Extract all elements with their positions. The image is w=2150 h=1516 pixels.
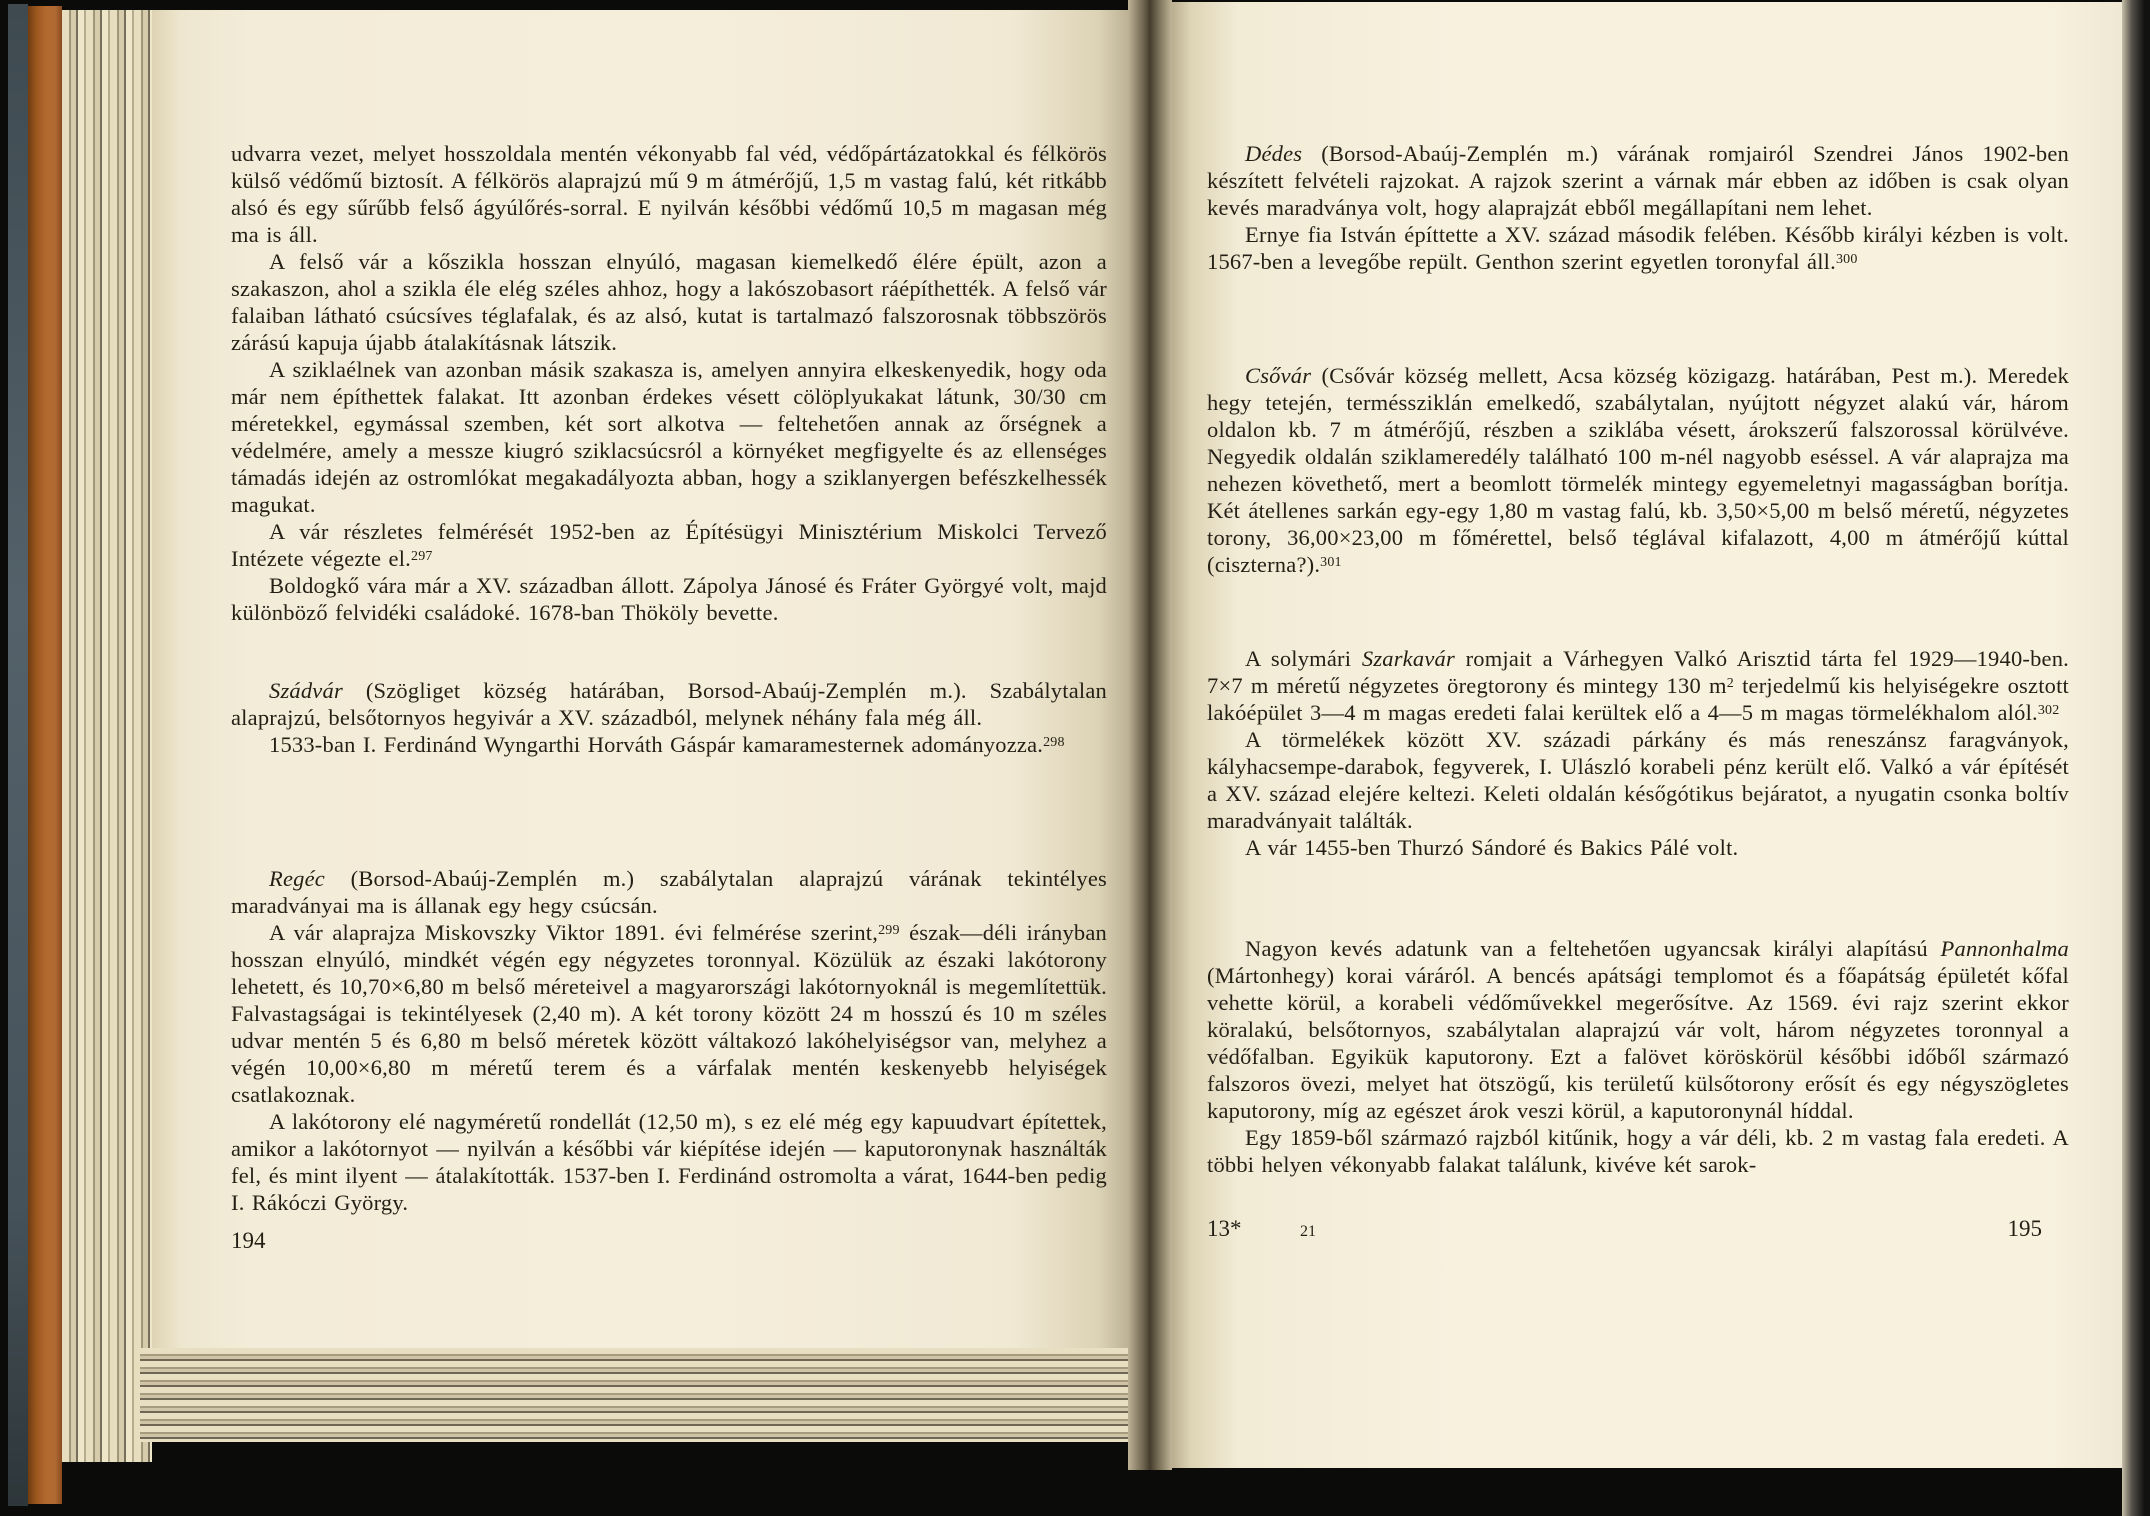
scanner-shadow-left	[8, 4, 28, 1506]
footnote-ref: 300	[1835, 251, 1858, 267]
text-run: Nagyon kevés adatunk van a feltehetően ugyancsak királyi alapítású	[1245, 936, 1941, 961]
text-run: (Szögliget község határában, Borsod-Abaúj-Zemplén m.). Szabálytalan alaprajzú, belsőtornyos hegyivár a XV. századból, melynek néhány fala még áll.	[231, 678, 1107, 730]
text-run: romjait a Várhegyen Valkó Arisztid tárta fel 1929—1940-ben. 7×7 m méretű négyzetes öregtorony és mintegy 130 m	[1207, 646, 2069, 698]
castle-name: Csővár	[1245, 363, 1312, 388]
paragraph	[231, 677, 1107, 731]
text-run: A vár 1455-ben Thurzó Sándoré és Bakics Pálé volt.	[1245, 835, 1739, 860]
castle-name: Szarkavár	[1361, 646, 1455, 671]
left-page-text	[231, 140, 1107, 1300]
book-gutter	[1128, 0, 1172, 1470]
footnote-ref: 301	[1320, 554, 1342, 570]
paragraph	[231, 731, 1107, 758]
paragraph	[1207, 935, 2069, 1124]
page-number-right: 195	[2007, 1216, 2042, 1241]
section-pannonhalma	[1207, 935, 2069, 1178]
text-run: A törmelékek között XV. századi párkány és más reneszánsz faragványok, kályhacsempe-darabok, fegyverek, I. Ulászló korabeli pénz került elő. Valkó a vár építését a XV. század elejére keltezi. Keleti oldalán későgótikus bejáratot, a nyugatin csonka boltív maradványait találták.	[1207, 727, 2069, 833]
paragraph	[231, 140, 1107, 248]
section-regec	[231, 865, 1107, 1216]
paragraph	[1207, 362, 2069, 578]
page-number-left: 194	[231, 1228, 266, 1253]
text-run: udvarra vezet, melyet hosszoldala mentén vékonyabb fal véd, védőpártázatokkal és félkörös külső védőmű biztosít. A félkörös alaprajzú mű 9 m átmérőjű, 1,5 m vastag falú, két ritkább alsó és egy sűrűbb felső ágyúlőrés-sorral. E nyilván későbbi védőmű 10,5 m magasan még ma is áll.	[231, 141, 1107, 247]
footnote-ref: 297	[411, 548, 433, 564]
paragraph	[1207, 645, 2069, 726]
text-run: A felső vár a kőszikla hosszan elnyúló, magasan kiemelkedő élére épült, azon a szakaszon, ahol a szikla éle elég széles ahhoz, hogy a lakószobasort ráépíthették. A felső vár falaiban látható csúcsíves téglafalak, és az alsó, kutat is tartalmazó falszorosnak többszörös zárású kapuja újabb átalakításnak látszik.	[231, 249, 1107, 355]
signature-mark: 13*	[1207, 1216, 1242, 1241]
paragraph	[231, 518, 1107, 572]
paragraph	[231, 919, 1107, 1108]
castle-name: Dédes	[1245, 141, 1303, 166]
section-szadvar	[231, 677, 1107, 758]
paragraph	[1207, 1124, 2069, 1178]
section-szarkavar	[1207, 645, 2069, 861]
paragraph	[231, 572, 1107, 626]
castle-name: Szádvár	[269, 678, 343, 703]
paragraph	[1207, 221, 2069, 275]
right-page-text	[1207, 140, 2069, 1300]
paragraph	[1207, 726, 2069, 834]
paragraph	[1207, 834, 2069, 861]
text-run: (Csővár község mellett, Acsa község közigazg. határában, Pest m.). Meredek hegy tetején, terméssziklán emelkedő, szabálytalan, nyújtott négyzet alakú vár, három oldalon kb. 7 m átmérőjű, részben a sziklába vésett, árokszerű falszorossal körülvéve. Negyedik oldalán sziklameredély található 100 m-nél nagyobb eséssel. A vár alaprajza ma nehezen követhető, mert a beomlott törmelék mintegy egyemeletnyi magasságban borítja. Két átellenes sarkán egy-egy 1,80 m vastag falú, kb. 3,50×5,00 m belső méretű, négyzetes torony, 36,00×23,00 m főmérettel, belső téglával kifalazott, 4,00 m átmérőjű kúttal (ciszterna?).	[1207, 363, 2069, 577]
text-run: (Borsod-Abaúj-Zemplén m.) szabálytalan alaprajzú várának tekintélyes maradványai ma is állanak egy hegy csúcsán.	[231, 866, 1107, 918]
scanner-shadow-right	[2122, 0, 2150, 1516]
castle-name: Pannonhalma	[1940, 936, 2069, 961]
text-run: Ernye fia István építtette a XV. század második felében. Később királyi kézben is volt. 1567-ben a levegőbe repült. Genthon szerint egyetlen toronyfal áll.	[1207, 222, 2069, 274]
text-run: (Mártonhegy) korai váráról. A bencés apátsági templomot és a főapátság épületét kőfal vehette körül, a korabeli védőművekkel megerősítve. Az 1569. évi rajz szerint ekkor köralakú, belsőtornyos, szabálytalan alaprajzú vár volt, három négyzetes toronnyal a védőfalban. Egyikük kaputorony. Ezt a falövet köröskörül későbbi időből származó falszoros övezi, melyet hat ötszögű, kis területű külsőtorony erősít és egy négyszögletes kaputorony, míg az egészet árok veszi körül, a kaputoronynál híddal.	[1207, 963, 2069, 1123]
text-run: (Borsod-Abaúj-Zemplén m.) várának romjairól Szendrei János 1902-ben készített felvételi rajzokat. A rajzok szerint a várnak már ebben az időben is csak olyan kevés maradványa volt, hogy alaprajzát ebből megállapítani nem lehet.	[1207, 141, 2069, 220]
text-run: A lakótorony elé nagyméretű rondellát (12,50 m), s ez elé még egy kapuudvart építettek, amikor a lakótornyot — nyilván a későbbi vár kiépítése idején — kaputoronynak használták fel, és mint ilyent — átalakították. 1537-ben I. Ferdinánd ostromolta a várat, 1644-ben pedig I. Rákóczi György.	[231, 1109, 1107, 1215]
page-edges-left	[62, 10, 152, 1462]
text-run: Egy 1859-ből származó rajzból kitűnik, hogy a vár déli, kb. 2 m vastag fala eredeti. A többi helyen vékonyabb falakat találunk, kivéve két sarok-	[1207, 1125, 2069, 1177]
text-run: terjedelmű kis helyiségekre osztott lakóépület 3—4 m magas eredeti falai kerültek elő a 4—5 m magas törmelékhalom alól.	[1207, 673, 2069, 725]
sheet-mark: 21	[1300, 1223, 1316, 1240]
text-run: A solymári	[1245, 646, 1362, 671]
text-run: 1533-ban I. Ferdinánd Wyngarthi Horváth Gáspár kamaramesternek adományozza.	[269, 732, 1044, 757]
footnote-ref: 2	[1726, 675, 1734, 691]
text-run: A sziklaélnek van azonban másik szakasza is, amelyen annyira elkeskenyedik, hogy oda már nem építhettek falakat. Itt azonban érdekes vésett cölöplyukakat látunk, 30/30 cm méretekkel, egymással szemben, két sort alkotva — feltehetően annak az őrségnek a védelmére, amely a messze kiugró sziklacsúcsról a környéket megfigyelte és az ellenséges támadás idején az ostromlókat megakadályozta abban, hogy a sziklanyergen befészkelhessék magukat.	[231, 357, 1107, 517]
footnote-ref: 298	[1043, 734, 1065, 750]
page-edges-bottom	[140, 1348, 1128, 1442]
footnote-ref: 299	[878, 922, 900, 938]
section-boldogko	[231, 140, 1107, 626]
text-run: Boldogkő vára már a XV. században állott. Zápolya Jánosé és Fráter Györgyé volt, majd különböző felvidéki családoké. 1678-ban Thököly bevette.	[231, 573, 1107, 625]
paragraph	[231, 356, 1107, 518]
paragraph	[231, 865, 1107, 919]
section-csovar	[1207, 362, 2069, 578]
text-run: A vár részletes felmérését 1952-ben az Építésügyi Minisztérium Miskolci Tervező Intézete végezte el.	[231, 519, 1107, 571]
section-dedes	[1207, 140, 2069, 275]
text-run: A vár alaprajza Miskovszky Viktor 1891. évi felmérése szerint,	[269, 920, 879, 945]
paragraph	[231, 1108, 1107, 1216]
footnote-ref: 302	[2037, 702, 2060, 718]
castle-name: Regéc	[269, 866, 325, 891]
book-cover-edge	[28, 6, 62, 1504]
paragraph	[1207, 140, 2069, 221]
paragraph	[231, 248, 1107, 356]
text-run: észak—déli irányban hosszan elnyúló, mindkét végén egy négyzetes toronnyal. Közülük az északi lakótorony lehetett, és 10,70×6,80 m belső méreteivel a magyarországi lakótornyoknál is megemlítettük. Falvastagságai is tekintélyesek (2,40 m). A két torony között 24 m hosszú és 10 m széles udvar mentén 5 és 6,80 m belső méretek között váltakozó lakóhelyiségsor van, melyhez a végén 10,00×6,80 m méretű terem és a várfalak mentén keskenyebb helyiségek csatlakoznak.	[231, 920, 1107, 1107]
